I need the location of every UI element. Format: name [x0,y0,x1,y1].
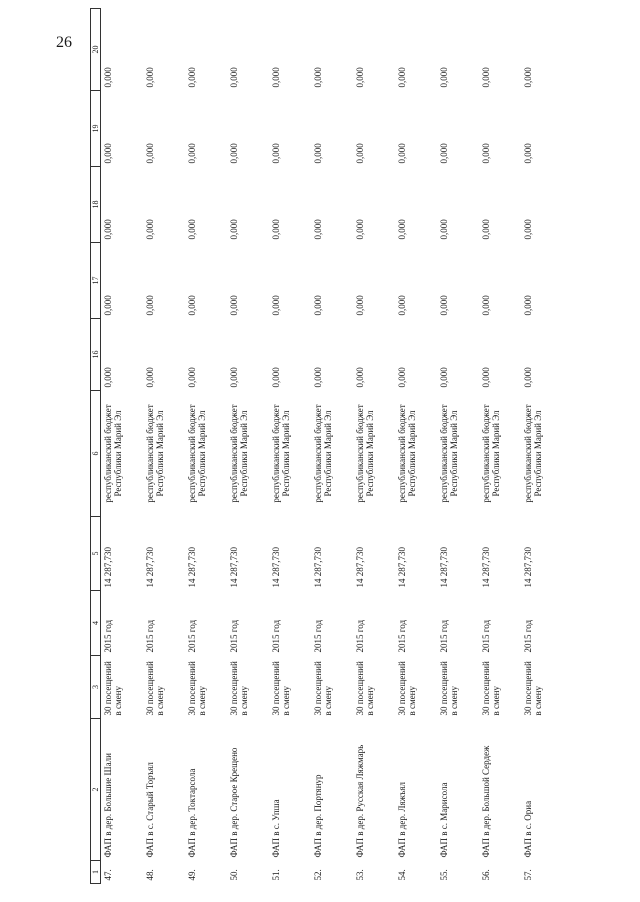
value-19: 0,000 [439,143,449,164]
value-16: 0,000 [523,367,533,388]
facility-name: ФАП в с. Ориа [523,800,533,858]
row-number: 56. [481,869,491,881]
cost: 14 287,730 [145,547,155,588]
value-16: 0,000 [481,367,491,388]
facility-name: ФАП в дер. Портянур [313,774,323,858]
header-cell: 2 [91,719,101,861]
year: 2015 год [145,619,155,653]
value-17: 0,000 [145,295,155,316]
value-20: 0,000 [481,67,491,88]
table-row [479,9,521,884]
header-cell: 19 [91,91,101,167]
funding-source: республиканский бюджет Республики Марий Эл [439,404,459,503]
facility-name: ФАП в с. Старый Торъял [145,762,155,858]
year: 2015 год [481,619,491,653]
table-row [101,9,144,884]
value-20: 0,000 [397,67,407,88]
row-number: 57. [523,869,533,881]
value-17: 0,000 [355,295,365,316]
capacity: 30 посещений в смену [229,661,249,716]
value-18: 0,000 [397,219,407,240]
funding-source: республиканский бюджет Республики Марий Эл [313,404,333,503]
row-number: 55. [439,869,449,881]
table-row [437,9,479,884]
capacity: 30 посещений в смену [397,661,417,716]
capacity: 30 посещений в смену [355,661,375,716]
capacity: 30 посещений в смену [145,661,165,716]
funding-source: республиканский бюджет Республики Марий Эл [103,404,123,503]
year: 2015 год [103,619,113,653]
funding-source: республиканский бюджет Республики Марий Эл [145,404,165,503]
facility-name: ФАП в дер. Большие Шали [103,753,113,858]
value-18: 0,000 [271,219,281,240]
cost: 14 287,730 [481,547,491,588]
table-row [311,9,353,884]
header-cell: 20 [91,9,101,91]
value-20: 0,000 [271,67,281,88]
value-20: 0,000 [229,67,239,88]
table-row [269,9,311,884]
cost: 14 287,730 [271,547,281,588]
header-row [91,9,101,884]
value-17: 0,000 [313,295,323,316]
cost: 14 287,730 [523,547,533,588]
year: 2015 год [439,619,449,653]
header-cell: 6 [91,391,101,517]
table-row [185,9,227,884]
value-20: 0,000 [313,67,323,88]
value-18: 0,000 [187,219,197,240]
table-row [143,9,185,884]
year: 2015 год [229,619,239,653]
value-20: 0,000 [103,67,113,88]
facility-name: ФАП в с. Упша [271,799,281,858]
header-cell: 16 [91,319,101,391]
value-17: 0,000 [103,295,113,316]
cost: 14 287,730 [397,547,407,588]
value-19: 0,000 [187,143,197,164]
value-19: 0,000 [271,143,281,164]
row-number: 53. [355,869,365,881]
facility-name: ФАП в дер. Токтарсола [187,768,197,858]
value-17: 0,000 [397,295,407,316]
investment-table [90,8,563,884]
header-cell: 17 [91,243,101,319]
funding-source: республиканский бюджет Республики Марий Эл [355,404,375,503]
funding-source: республиканский бюджет Республики Марий Эл [271,404,291,503]
header-cell: 3 [91,656,101,719]
capacity: 30 посещений в смену [187,661,207,716]
value-20: 0,000 [187,67,197,88]
row-number: 51. [271,869,281,881]
table-row [227,9,269,884]
table-row [353,9,395,884]
value-17: 0,000 [229,295,239,316]
page-number: 26 [56,34,72,51]
year: 2015 год [397,619,407,653]
value-19: 0,000 [397,143,407,164]
cost: 14 287,730 [439,547,449,588]
funding-source: республиканский бюджет Республики Марий Эл [523,404,543,503]
capacity: 30 посещений в смену [271,661,291,716]
facility-name: ФАП в с. Марисола [439,782,449,858]
value-18: 0,000 [229,219,239,240]
row-number: 47. [103,869,113,881]
value-19: 0,000 [145,143,155,164]
value-18: 0,000 [481,219,491,240]
year: 2015 год [313,619,323,653]
year: 2015 год [187,619,197,653]
cost: 14 287,730 [103,547,113,588]
funding-source: республиканский бюджет Республики Марий Эл [229,404,249,503]
value-16: 0,000 [313,367,323,388]
value-18: 0,000 [145,219,155,240]
year: 2015 год [271,619,281,653]
facility-name: ФАП в дер. Ляжъял [397,782,407,858]
row-number: 48. [145,869,155,881]
row-number: 50. [229,869,239,881]
year: 2015 год [523,619,533,653]
table-row [521,9,563,884]
funding-source: республиканский бюджет Республики Марий Эл [397,404,417,503]
capacity: 30 посещений в смену [439,661,459,716]
capacity: 30 посещений в смену [481,661,501,716]
capacity: 30 посещений в смену [103,661,123,716]
year: 2015 год [355,619,365,653]
facility-name: ФАП в дер. Старое Крещено [229,747,239,858]
table-row [395,9,437,884]
value-17: 0,000 [439,295,449,316]
value-17: 0,000 [187,295,197,316]
value-17: 0,000 [523,295,533,316]
cost: 14 287,730 [229,547,239,588]
value-16: 0,000 [187,367,197,388]
value-20: 0,000 [439,67,449,88]
rotated-table-container [90,29,618,884]
row-number: 52. [313,869,323,881]
value-19: 0,000 [313,143,323,164]
value-18: 0,000 [523,219,533,240]
value-19: 0,000 [229,143,239,164]
cost: 14 287,730 [313,547,323,588]
value-18: 0,000 [103,219,113,240]
value-16: 0,000 [439,367,449,388]
funding-source: республиканский бюджет Республики Марий Эл [481,404,501,503]
value-20: 0,000 [145,67,155,88]
funding-source: республиканский бюджет Республики Марий Эл [187,404,207,503]
value-16: 0,000 [145,367,155,388]
value-19: 0,000 [355,143,365,164]
value-16: 0,000 [271,367,281,388]
header-cell: 18 [91,167,101,243]
row-number: 49. [187,869,197,881]
cost: 14 287,730 [355,547,365,588]
header-cell: 4 [91,591,101,656]
facility-name: ФАП в дер. Большой Сердеж [481,745,491,858]
value-19: 0,000 [481,143,491,164]
value-16: 0,000 [229,367,239,388]
facility-name: ФАП в дер. Русская Ляжмарь [355,744,365,858]
value-18: 0,000 [439,219,449,240]
value-16: 0,000 [397,367,407,388]
value-18: 0,000 [313,219,323,240]
header-cell: 5 [91,517,101,591]
value-19: 0,000 [103,143,113,164]
value-16: 0,000 [355,367,365,388]
value-17: 0,000 [271,295,281,316]
cost: 14 287,730 [187,547,197,588]
value-17: 0,000 [481,295,491,316]
value-20: 0,000 [523,67,533,88]
value-18: 0,000 [355,219,365,240]
capacity: 30 посещений в смену [313,661,333,716]
capacity: 30 посещений в смену [523,661,543,716]
row-number: 54. [397,869,407,881]
value-16: 0,000 [103,367,113,388]
value-20: 0,000 [355,67,365,88]
header-cell: 1 [91,861,101,884]
value-19: 0,000 [523,143,533,164]
